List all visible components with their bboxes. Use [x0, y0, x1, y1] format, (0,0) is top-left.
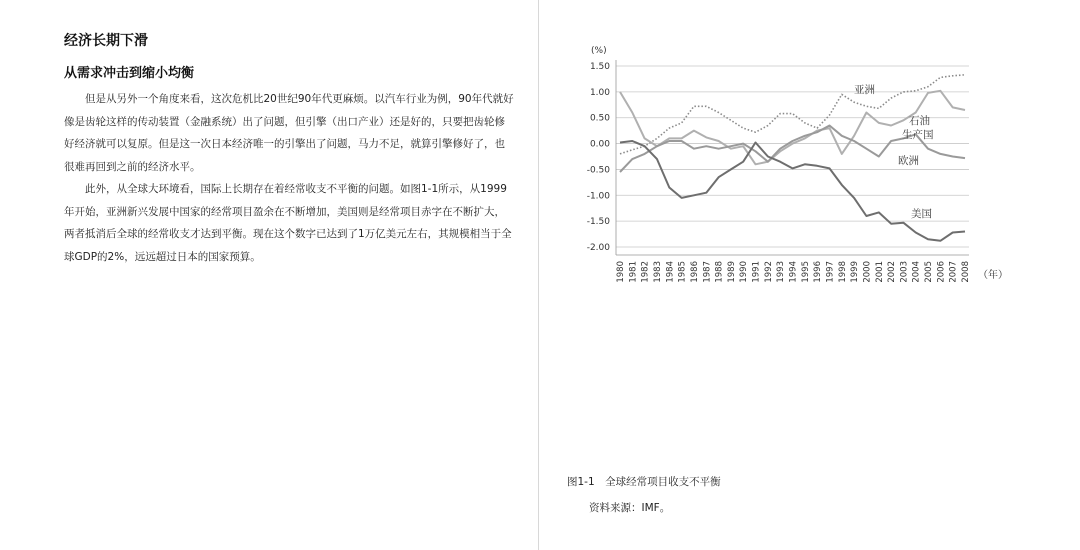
x-tick-label: 2000 [862, 261, 873, 283]
y-tick-label: -0.50 [586, 165, 610, 176]
x-tick-label: 1983 [652, 261, 663, 283]
x-tick-label: 2007 [948, 261, 959, 283]
y-tick-label: -1.00 [586, 191, 610, 202]
x-tick-label: 1981 [628, 261, 639, 283]
x-tick-label: 2006 [936, 261, 947, 283]
y-tick-label: 0.50 [589, 113, 610, 124]
x-tick-label: 1995 [800, 261, 811, 283]
current-account-chart [541, 40, 1011, 300]
series-label-oil-producers: 生产国 [902, 129, 934, 141]
y-tick-label: 1.50 [589, 62, 610, 72]
body-paragraph-1: 但是从另外一个角度来看，这次危机比20世纪90年代更麻烦。以汽车行业为例，90年代就好像是齿轮这样的传动装置（金融系统）出了问题，但引擎（出口产业）还是好的，只要把齿轮修好经济就可以复原。但是这一次日本经济唯一的引擎出了问题，马力不足，就算引擎修好了，也很难再回到之前的经济水平。 [64, 93, 514, 173]
x-tick-label: 2003 [899, 261, 910, 283]
x-tick-label: 1984 [665, 261, 676, 283]
x-tick-label: 2005 [924, 261, 935, 283]
x-tick-label: 1980 [616, 261, 626, 283]
figure-source: 资料来源：IMF。 [589, 502, 671, 514]
series-label-europe: 欧洲 [898, 155, 919, 167]
series-label-usa: 美国 [911, 208, 932, 220]
x-tick-label: 2004 [911, 261, 922, 283]
x-axis-unit-label: （年） [978, 270, 1008, 281]
x-tick-label: 2008 [961, 261, 971, 283]
x-tick-label: 1982 [640, 261, 651, 283]
chapter-heading: 经济长期下滑 [64, 33, 148, 49]
left-page [0, 0, 538, 550]
x-tick-label: 1999 [850, 261, 861, 283]
figure-caption: 图1-1 全球经常项目收支不平衡 [567, 476, 721, 488]
x-tick-label: 1993 [776, 261, 787, 283]
right-page [541, 0, 1080, 550]
x-tick-label: 1998 [837, 261, 848, 283]
y-tick-label: -2.00 [586, 243, 610, 253]
x-tick-label: 1988 [714, 261, 725, 283]
series-line-1 [620, 91, 965, 165]
series-label-oil: 石油 [909, 115, 930, 127]
body-paragraph-2: 此外，从全球大环境看，国际上长期存在着经常收支不平衡的问题。如图1-1所示，从1999年开始，亚洲新兴发展中国家的经常项目盈余在不断增加，美国则是经常项目赤字在不断扩大，两者抵消后全球的经常收支才达到平衡。现在这个数字已达到了1万亿美元左右，其规模相当于全球GDP的2%，远远超过日本的国家预算。 [64, 183, 512, 263]
y-axis-unit-label: (%) [591, 46, 607, 56]
x-tick-label: 1996 [813, 261, 824, 283]
y-tick-label: -1.50 [586, 217, 610, 228]
x-tick-label: 2001 [874, 261, 885, 283]
series-label-asia: 亚洲 [854, 84, 875, 96]
x-tick-label: 1997 [825, 261, 836, 283]
x-tick-label: 1992 [763, 261, 774, 283]
x-tick-label: 2002 [887, 261, 898, 283]
section-subheading: 从需求冲击到缩小均衡 [64, 66, 195, 81]
x-tick-label: 1994 [788, 261, 799, 283]
x-tick-label: 1990 [739, 261, 750, 283]
page-divider [538, 0, 539, 550]
x-tick-label: 1991 [751, 261, 762, 283]
x-tick-label: 1989 [726, 261, 737, 283]
y-tick-label: 1.00 [589, 87, 610, 98]
x-tick-label: 1986 [689, 261, 700, 283]
x-tick-label: 1987 [702, 261, 713, 283]
y-tick-label: 0.00 [589, 139, 610, 150]
x-tick-label: 1985 [677, 261, 688, 283]
